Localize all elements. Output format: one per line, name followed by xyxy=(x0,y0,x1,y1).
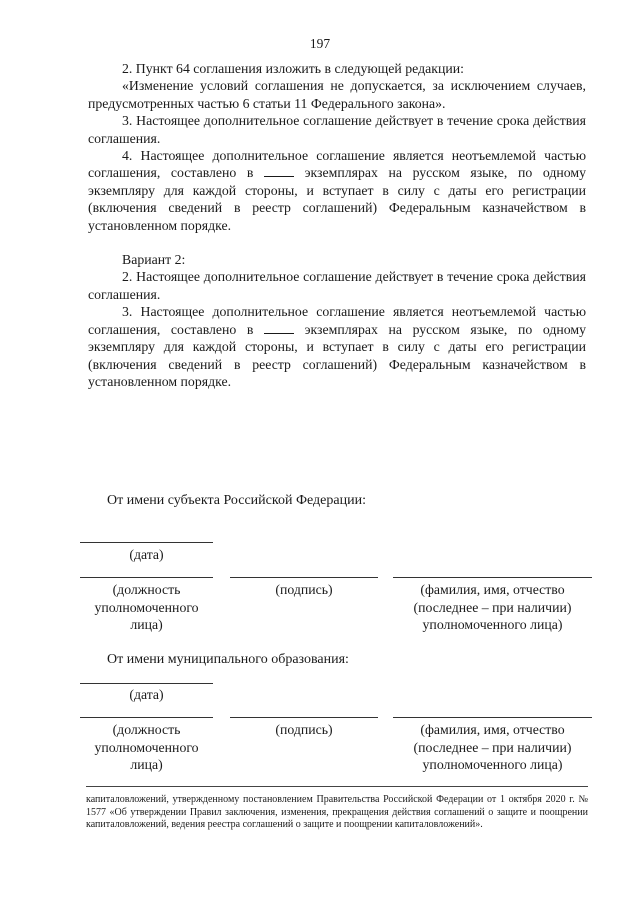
variant-2-paragraph-2: 2. Настоящее дополнительное соглашение действует в течение срока действия соглашения. xyxy=(88,269,586,302)
date-line xyxy=(80,542,213,543)
date-caption: (дата) xyxy=(129,687,164,702)
paragraph-item-4 xyxy=(88,147,586,234)
position-line xyxy=(80,717,213,718)
blank-copies-count xyxy=(264,164,294,177)
footnote: капиталовложений, утвержденному постановлением Правительства Российской Федерации от 1 октября 2020 г. № 1577 «Об утверждении Правил заключения, изменения, прекращения действия соглашений о защите и поощрении капиталовложений, ведения реестра соглашений о защите и поощрении капиталовложений». xyxy=(86,794,588,831)
signature-line xyxy=(230,717,378,718)
blank-copies-count xyxy=(264,321,294,334)
name-caption: (фамилия, имя, отчество (последнее – при наличии) уполномоченного лица) xyxy=(413,722,572,773)
position-caption: (должность уполномоченного лица) xyxy=(94,722,199,773)
variant-2-paragraph-3 xyxy=(88,303,586,390)
variant-2-heading: Вариант 2: xyxy=(122,252,186,268)
position-line xyxy=(80,577,213,578)
signature-block-title: От имени муниципального образования: xyxy=(107,652,349,667)
name-line xyxy=(393,717,592,718)
signature-caption: (подпись) xyxy=(275,722,333,737)
signature-caption: (подпись) xyxy=(275,582,333,597)
document-body xyxy=(88,60,586,390)
signature-line xyxy=(230,577,378,578)
footnote-divider xyxy=(86,786,588,787)
name-caption: (фамилия, имя, отчество (последнее – при наличии) уполномоченного лица) xyxy=(413,582,572,633)
quoted-amendment-text: «Изменение условий соглашения не допускается, за исключением случаев, предусмотренных частью 6 статьи 11 Федерального закона». xyxy=(88,78,586,111)
paragraph-item-3: 3. Настоящее дополнительное соглашение действует в течение срока действия соглашения. xyxy=(88,113,586,146)
signature-block-title: От имени субъекта Российской Федерации: xyxy=(107,493,366,508)
paragraph-item-2: 2. Пункт 64 соглашения изложить в следующей редакции: xyxy=(122,61,464,76)
variant-2-paragraph-3-part-2: экземплярах на русском языке, по одному экземпляру для каждой стороны, и вступает в силу с даты его регистрации (включения сведений в реестр соглашений) Федеральным казначейством в установленном порядке. xyxy=(88,321,587,389)
position-caption: (должность уполномоченного лица) xyxy=(94,582,199,633)
paragraph-item-4-part-2: экземплярах на русском языке, по одному экземпляру для каждой стороны, и вступает в силу с даты его регистрации (включения сведений в реестр соглашений) Федеральным казначейством в установленном порядке. xyxy=(88,165,587,233)
date-line xyxy=(80,683,213,684)
page-number: 197 xyxy=(309,36,331,51)
paragraph-item-4-part-1: 4. Настоящее дополнительное соглашение является неотъемлемой частью соглашения, составлено в xyxy=(88,148,586,181)
name-line xyxy=(393,577,592,578)
date-caption: (дата) xyxy=(129,547,164,562)
variant-2-paragraph-3-part-1: 3. Настоящее дополнительное соглашение является неотъемлемой частью соглашения, составлено в xyxy=(88,304,586,337)
